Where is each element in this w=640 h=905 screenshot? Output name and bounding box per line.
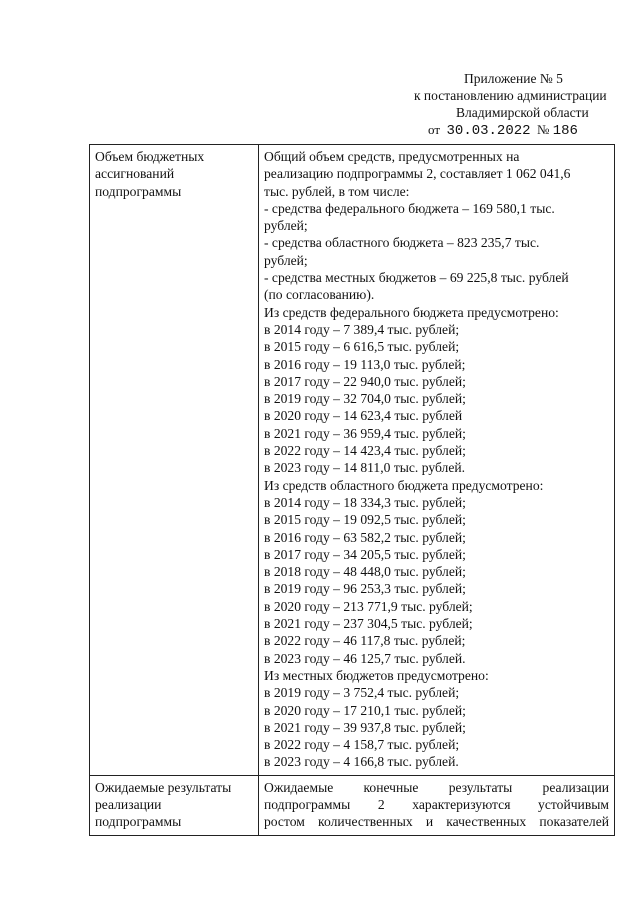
table-row xyxy=(90,775,615,835)
resolution-date: 30.03.2022 xyxy=(446,123,531,139)
text-line: в 2015 году – 19 092,5 тыс. рублей; xyxy=(264,512,466,528)
row-content-cell xyxy=(259,145,615,776)
text-line: Общий объем средств, предусмотренных на xyxy=(264,149,520,164)
text-line: в 2015 году – 6 616,5 тыс. рублей; xyxy=(264,339,460,355)
text-line: в 2021 году – 36 959,4 тыс. рублей; xyxy=(264,425,466,441)
resolution-number: 186 xyxy=(552,123,578,139)
text-line: Ожидаемые результаты xyxy=(95,779,232,795)
text-line: в 2023 году – 4 166,8 тыс. рублей. xyxy=(264,754,459,770)
text-line: в 2019 году – 3 752,4 тыс. рублей; xyxy=(264,685,460,701)
text-line: рублей; xyxy=(264,218,308,234)
expected-results-text xyxy=(264,779,609,831)
text-line: в 2023 году – 46 125,7 тыс. рублей. xyxy=(264,650,466,666)
text-line: в 2021 году – 237 304,5 тыс. рублей; xyxy=(264,616,473,632)
text-line: подпрограммы xyxy=(95,183,182,199)
number-sign: № xyxy=(537,122,550,137)
text-line: Из местных бюджетов предусмотрено: xyxy=(264,667,489,683)
resolution-reference: к постановлению администрации xyxy=(414,88,607,103)
text-line: - средства федерального бюджета – 169 580,1 тыс. xyxy=(264,200,555,216)
text-line: в 2014 году – 7 389,4 тыс. рублей; xyxy=(264,321,460,337)
appendix-title: Приложение № 5 xyxy=(464,71,563,86)
text-line: - средства областного бюджета – 823 235,7 тыс. xyxy=(264,235,540,251)
row-label-cell xyxy=(90,145,259,776)
text-line: подпрограммы xyxy=(95,814,182,830)
date-prefix: от xyxy=(428,122,441,137)
text-line: (по согласованию). xyxy=(264,287,375,303)
text-line: в 2016 году – 19 113,0 тыс. рублей; xyxy=(264,356,466,372)
text-line: тыс. рублей, в том числе: xyxy=(264,183,410,199)
text-line: в 2019 году – 96 253,3 тыс. рублей; xyxy=(264,581,466,597)
row-content-cell xyxy=(259,775,615,835)
text-line: подпрограммы 2 характеризуются устойчивым xyxy=(264,796,609,812)
text-line: реализацию подпрограммы 2, составляет 1 062 041,6 xyxy=(264,166,571,182)
text-line: в 2022 году – 4 158,7 тыс. рублей; xyxy=(264,737,460,753)
subprogram-passport-table xyxy=(89,144,615,836)
text-line: в 2020 году – 213 771,9 тыс. рублей; xyxy=(264,598,473,614)
text-line: в 2014 году – 18 334,3 тыс. рублей; xyxy=(264,494,466,510)
text-line: в 2016 году – 63 582,2 тыс. рублей; xyxy=(264,529,466,545)
text-line: в 2023 году – 14 811,0 тыс. рублей. xyxy=(264,460,466,476)
text-line: в 2020 году – 14 623,4 тыс. рублей xyxy=(264,408,463,424)
text-line: рублей; xyxy=(264,252,308,268)
text-line: Из средств федерального бюджета предусмотрено: xyxy=(264,304,559,320)
expected-results-label xyxy=(95,779,253,831)
budget-allocations-label xyxy=(95,148,253,200)
table-row xyxy=(90,145,615,776)
text-line: в 2020 году – 17 210,1 тыс. рублей; xyxy=(264,702,466,718)
text-line: Ожидаемые конечные результаты реализации xyxy=(264,779,609,795)
text-line: ассигнований xyxy=(95,166,175,182)
document-header xyxy=(380,70,616,140)
text-line: в 2022 году – 14 423,4 тыс. рублей; xyxy=(264,443,466,459)
text-line: в 2018 году – 48 448,0 тыс. рублей; xyxy=(264,564,466,580)
text-line: - средства местных бюджетов – 69 225,8 тыс. рублей xyxy=(264,270,569,286)
text-line: реализации xyxy=(95,796,162,812)
text-line: ростом количественных и качественных показателей xyxy=(264,814,609,830)
region-name: Владимирской области xyxy=(456,105,589,120)
text-line: в 2019 году – 32 704,0 тыс. рублей; xyxy=(264,391,466,407)
text-line: в 2022 году – 46 117,8 тыс. рублей; xyxy=(264,633,466,649)
text-line: в 2021 году – 39 937,8 тыс. рублей; xyxy=(264,719,466,735)
resolution-date-line xyxy=(380,121,616,140)
text-line: в 2017 году – 34 205,5 тыс. рублей; xyxy=(264,546,466,562)
text-line: Из средств областного бюджета предусмотрено: xyxy=(264,477,544,493)
text-line: в 2017 году – 22 940,0 тыс. рублей; xyxy=(264,373,466,389)
budget-allocations-text xyxy=(264,148,609,771)
row-label-cell xyxy=(90,775,259,835)
text-line: Объем бюджетных xyxy=(95,149,205,164)
